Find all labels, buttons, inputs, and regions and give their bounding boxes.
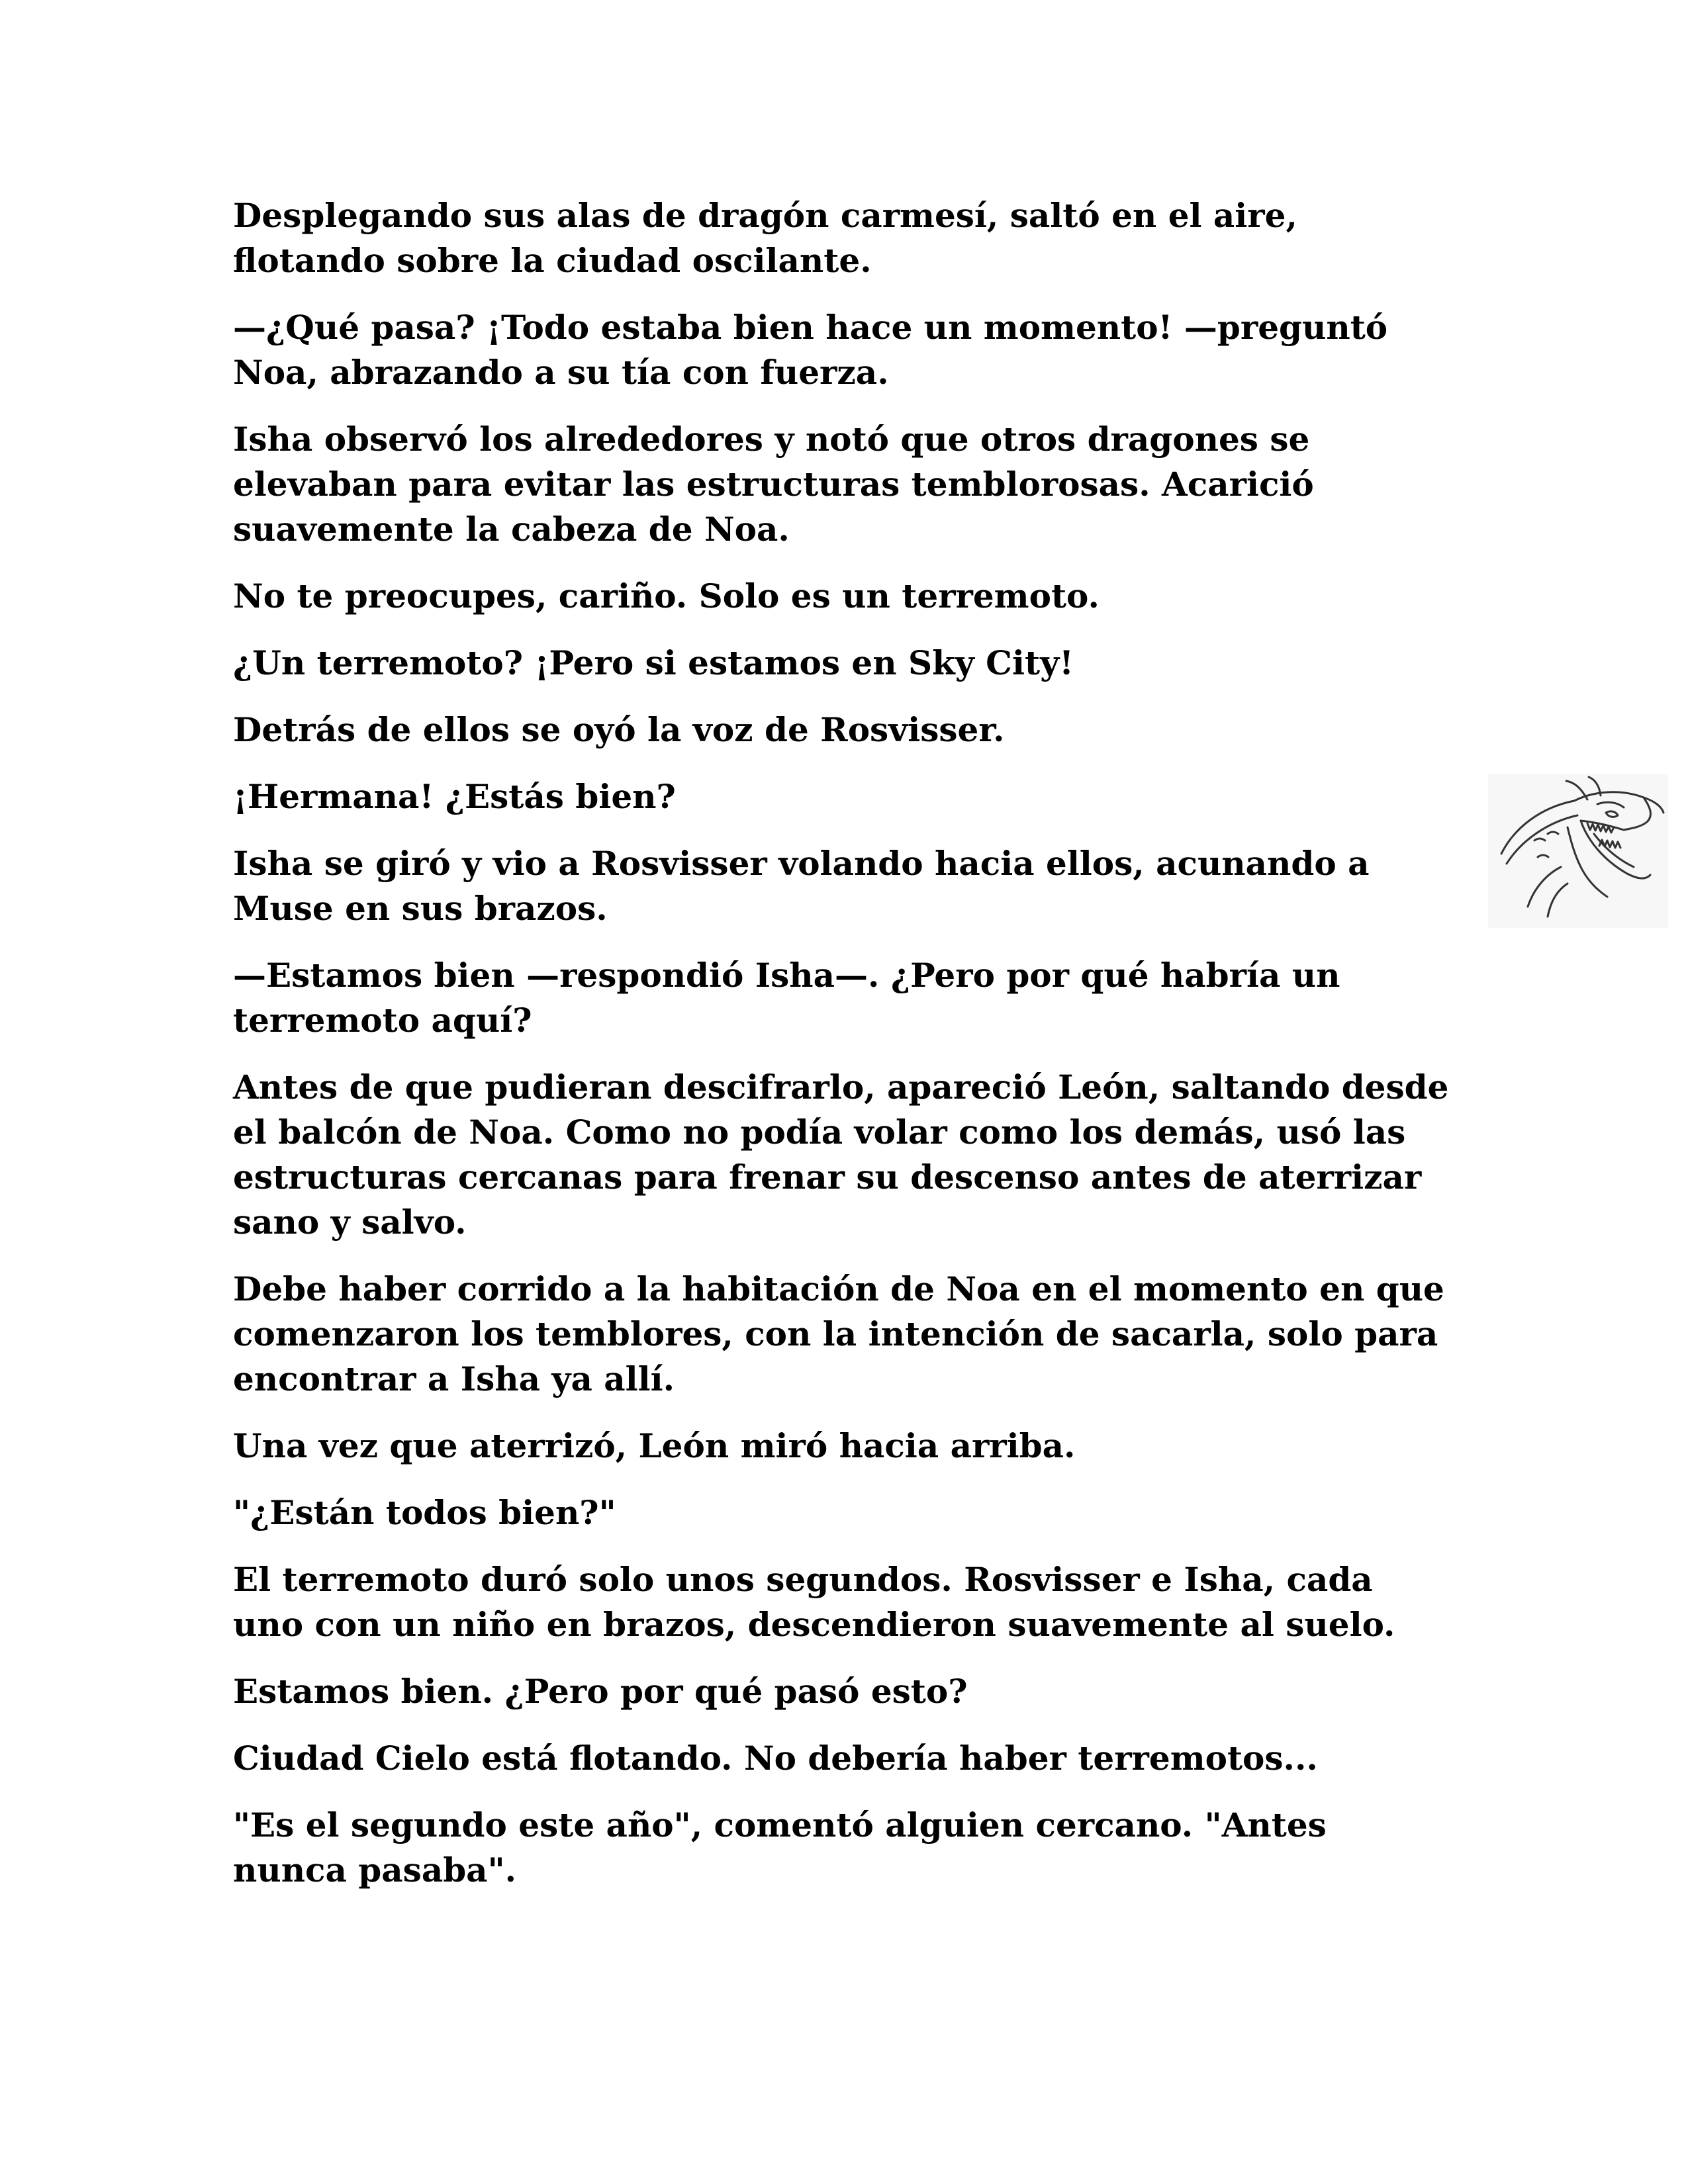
paragraph-11: Debe haber corrido a la habitación de Noa en el momento en que comenzaron los temblores, con la intención de sacarla, solo para encontrar a Isha ya allí. <box>233 1269 1444 1398</box>
story-text <box>233 193 1451 1915</box>
paragraph-2: —¿Qué pasa? ¡Todo estaba bien hace un momento! —preguntó Noa, abrazando a su tía con fuerza. <box>233 308 1388 392</box>
paragraph-7: ¡Hermana! ¿Estás bien? <box>233 777 676 816</box>
paragraph-16: Ciudad Cielo está flotando. No debería haber terremotos... <box>233 1739 1318 1778</box>
paragraph-13: "¿Están todos bien?" <box>233 1493 616 1532</box>
paragraph-8: Isha se giró y vio a Rosvisser volando hacia ellos, acunando a Muse en sus brazos. <box>233 844 1370 928</box>
paragraph-17: "Es el segundo este año", comentó alguien cercano. "Antes nunca pasaba". <box>233 1805 1327 1889</box>
paragraph-6: Detrás de ellos se oyó la voz de Rosvisser. <box>233 710 1005 749</box>
paragraph-15: Estamos bien. ¿Pero por qué pasó esto? <box>233 1672 968 1711</box>
paragraph-12: Una vez que aterrizó, León miró hacia arriba. <box>233 1426 1076 1465</box>
paragraph-10: Antes de que pudieran descifrarlo, apareció León, saltando desde el balcón de Noa. Como no podía volar como los demás, usó las estructuras cercanas para frenar su descenso antes de aterrizar sano y salvo. <box>233 1068 1449 1242</box>
paragraph-14: El terremoto duró solo unos segundos. Rosvisser e Isha, cada uno con un niño en brazos, descendieron suavemente al suelo. <box>233 1560 1395 1644</box>
paragraph-3: Isha observó los alrededores y notó que otros dragones se elevaban para evitar las estructuras temblorosas. Acarició suavemente la cabeza de Noa. <box>233 420 1314 549</box>
paragraph-4: No te preocupes, cariño. Solo es un terremoto. <box>233 576 1100 615</box>
paragraph-1: Desplegando sus alas de dragón carmesí, saltó en el aire, flotando sobre la ciudad oscilante. <box>233 196 1297 280</box>
dragon-head-sketch-icon <box>1488 774 1668 928</box>
paragraph-5: ¿Un terremoto? ¡Pero si estamos en Sky City! <box>233 643 1074 682</box>
paragraph-9: —Estamos bien —respondió Isha—. ¿Pero por qué habría un terremoto aquí? <box>233 956 1340 1040</box>
